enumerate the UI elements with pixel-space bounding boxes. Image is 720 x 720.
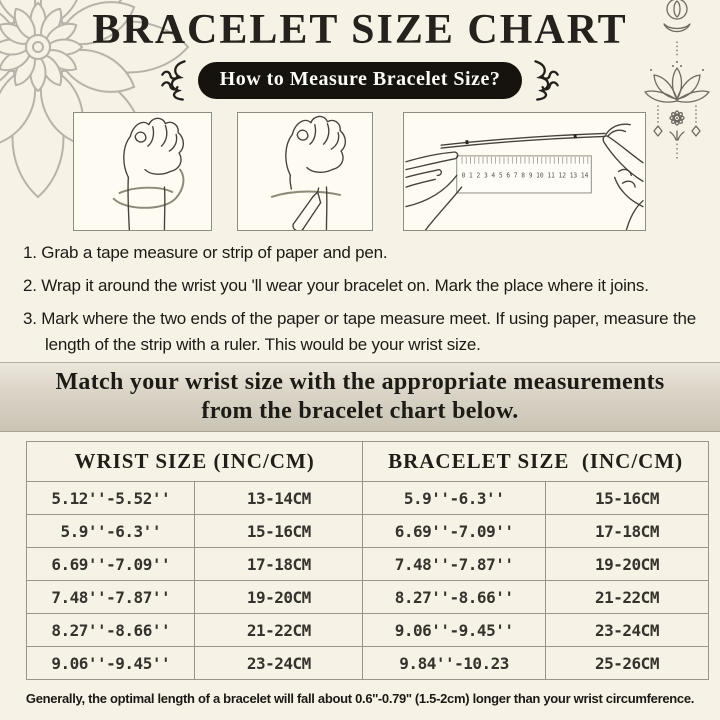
- table-row: [27, 548, 709, 581]
- steps-list: [23, 240, 715, 365]
- squiggle-left-icon: [157, 57, 189, 103]
- ruler-numbers: 0 1 2 3 4 5 6 7 8 9 10 11 12 13 14: [461, 170, 589, 180]
- wrist-size-inch: 5.9''-6.3'': [27, 515, 195, 548]
- hands-with-ruler-icon: [404, 113, 645, 230]
- illustration-box-mark-pen: [237, 112, 373, 231]
- subtitle-row: [0, 58, 720, 102]
- step-item-2: 2. Wrap it around the wrist you 'll wear your bracelet on. Mark the place where it joins.: [23, 276, 649, 295]
- bracelet-size-inch: 7.48''-7.87'': [363, 548, 546, 581]
- page-title: BRACELET SIZE CHART: [92, 7, 628, 53]
- wrist-size-header: WRIST SIZE (INC/CM): [27, 442, 363, 482]
- illustration-box-wrap-tape: [73, 112, 212, 231]
- wrist-size-inch: 8.27''-8.66'': [27, 614, 195, 647]
- subtitle-pill: How to Measure Bracelet Size?: [198, 62, 523, 99]
- bracelet-size-inch: 5.9''-6.3'': [363, 482, 546, 515]
- bracelet-size-header: BRACELET SIZE (INC/CM): [363, 442, 709, 482]
- bracelet-size-inch: 8.27''-8.66'': [363, 581, 546, 614]
- table-row: [27, 581, 709, 614]
- step-item-1: 1. Grab a tape measure or strip of paper and pen.: [23, 243, 388, 262]
- wrist-size-cm: 15-16CM: [195, 515, 363, 548]
- footnote: Generally, the optimal length of a bracelet will fall about 0.6''-0.79'' (1.5-2cm) longer than your wrist circumference.: [25, 691, 695, 706]
- wrist-size-cm: 13-14CM: [195, 482, 363, 515]
- illustration-box-ruler: [403, 112, 646, 231]
- wrist-size-cm: 17-18CM: [195, 548, 363, 581]
- table-row: [27, 515, 709, 548]
- instruction-banner: [0, 362, 720, 432]
- wrist-size-cm: 23-24CM: [195, 647, 363, 680]
- wrist-size-inch: 6.69''-7.09'': [27, 548, 195, 581]
- bracelet-size-cm: 25-26CM: [545, 647, 708, 680]
- bracelet-size-inch: 9.84''-10.23: [363, 647, 546, 680]
- bracelet-size-cm: 19-20CM: [545, 548, 708, 581]
- wrist-size-cm: 19-20CM: [195, 581, 363, 614]
- wrist-size-inch: 7.48''-7.87'': [27, 581, 195, 614]
- bracelet-size-cm: 17-18CM: [545, 515, 708, 548]
- wrist-size-inch: 9.06''-9.45'': [27, 647, 195, 680]
- bracelet-size-cm: 23-24CM: [545, 614, 708, 647]
- wrist-size-cm: 21-22CM: [195, 614, 363, 647]
- squiggle-right-icon: [531, 57, 563, 103]
- wrist-size-inch: 5.12''-5.52'': [27, 482, 195, 515]
- bracelet-size-cm: 15-16CM: [545, 482, 708, 515]
- size-chart-table: [26, 441, 709, 680]
- bracelet-size-inch: 9.06''-9.45'': [363, 614, 546, 647]
- hand-with-tape-icon: [74, 113, 211, 230]
- table-header-row: [27, 442, 709, 482]
- hand-with-pen-icon: [238, 113, 372, 230]
- table-row: [27, 614, 709, 647]
- table-row: [27, 482, 709, 515]
- bracelet-size-cm: 21-22CM: [545, 581, 708, 614]
- table-row: [27, 647, 709, 680]
- bracelet-size-inch: 6.69''-7.09'': [363, 515, 546, 548]
- step-item-3: 3. Mark where the two ends of the paper or tape measure meet. If using paper, measure the length of the strip with a ruler. This would be your wrist size.: [23, 309, 696, 354]
- banner-text: Match your wrist size with the appropriate measurements from the bracelet chart below.: [55, 369, 665, 424]
